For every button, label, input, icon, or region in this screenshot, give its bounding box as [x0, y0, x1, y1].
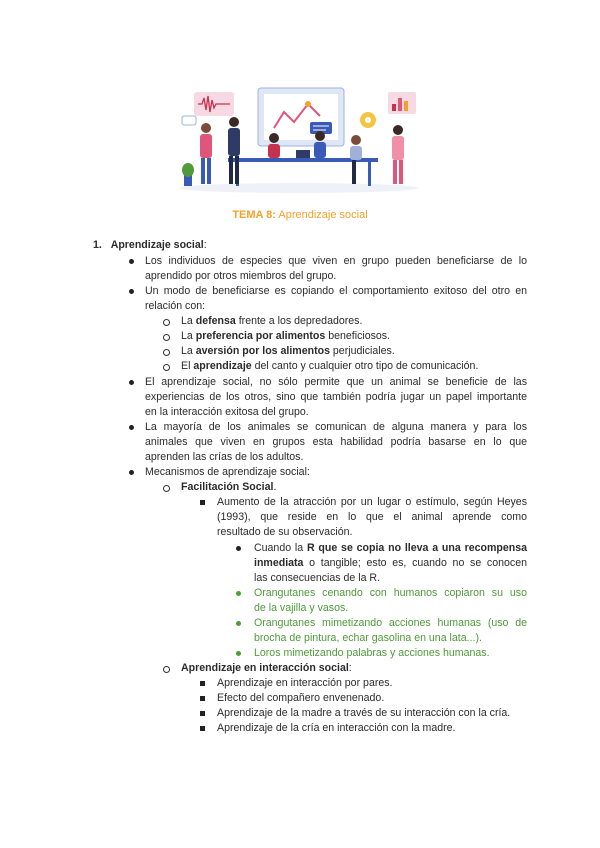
- square-bullet: [200, 500, 205, 505]
- section-heading: [93, 238, 207, 253]
- interaccion-item-1: Aprendizaje en interacción por pares.: [217, 677, 393, 689]
- interaccion-item-3: Aprendizaje de la madre a través de su interacción con la cría.: [217, 707, 511, 719]
- title-label: TEMA 8:: [232, 209, 276, 221]
- square-bullet: [200, 681, 205, 686]
- sub-bullet-circle: [163, 666, 170, 673]
- section-colon: :: [203, 239, 207, 251]
- facilitacion-desc-line-2: (1993), que reside en lo que el animal aprende como: [217, 511, 527, 523]
- bullet-dot: [129, 470, 134, 475]
- section-number: 1.: [93, 239, 102, 251]
- interaccion-heading: Aprendizaje en interacción social:: [181, 662, 352, 674]
- square-bullet: [200, 696, 205, 701]
- bullet-3-line-3: en la interacción exitosa del grupo.: [145, 406, 309, 418]
- example-1-line-2: de la vajilla y vasos.: [254, 602, 349, 614]
- sub-item-defensa: La defensa frente a los depredadores.: [181, 315, 363, 327]
- bullet-3-line-1: El aprendizaje social, no sólo permite que un animal se beneficie de las: [145, 376, 527, 388]
- facilitacion-heading: Facilitación Social.: [181, 481, 277, 493]
- bullet-2-line-2: relación con:: [145, 300, 206, 312]
- bullet-3-line-2: experiencias de los otros, sino que también podría jugar un papel importante: [145, 391, 527, 403]
- cuando-line-2: inmediata o tangible; esto es, cuando no se conocen: [254, 557, 527, 569]
- interaccion-item-4: Aprendizaje de la cría en interacción con la madre.: [217, 722, 456, 734]
- sub-bullet-circle: [163, 349, 170, 356]
- cuando-line-1: Cuando la R que se copia no lleva a una recompensa: [254, 542, 527, 554]
- team-meeting-illustration: [178, 82, 420, 194]
- interaccion-item-2: Efecto del compañero envenenado.: [217, 692, 385, 704]
- example-1-line-1: Orangutanes cenando con humanos copiaron su uso: [254, 587, 527, 599]
- page-title: [0, 209, 600, 221]
- green-bullet-dot: [236, 591, 241, 596]
- bullet-dot: [129, 259, 134, 264]
- facilitacion-desc-line-1: Aumento de la atracción por un lugar o estímulo, según Heyes: [217, 496, 527, 508]
- example-2-line-1: Orangutanes mimetizando acciones humanas (uso de: [254, 617, 527, 629]
- example-2-line-2: brocha de pintura, echar gasolina en una lata...).: [254, 632, 482, 644]
- section-heading-text: Aprendizaje social: [110, 239, 204, 251]
- green-bullet-dot: [236, 621, 241, 626]
- bullet-4-line-3: aprenden las crías de los adultos.: [145, 451, 304, 463]
- square-bullet: [200, 726, 205, 731]
- sub-item-aprendizaje: El aprendizaje del canto y cualquier otro tipo de comunicación.: [181, 360, 479, 372]
- green-bullet-dot: [236, 651, 241, 656]
- cuando-line-3: las consecuencias de la R.: [254, 572, 381, 584]
- sub-item-preferencia: La preferencia por alimentos beneficiosos.: [181, 330, 391, 342]
- bullet-4-line-2: animales que viven en grupos esta habilidad podría basarse en lo que: [145, 436, 527, 448]
- example-3: Loros mimetizando palabras y acciones humanas.: [254, 647, 490, 659]
- bullet-dot: [236, 546, 241, 551]
- facilitacion-desc-line-3: resultado de su observación.: [217, 526, 353, 538]
- bullet-1-line-2: aprendido por otros miembros del grupo.: [145, 270, 337, 282]
- bullet-dot: [129, 380, 134, 385]
- bullet-2-line-1: Un modo de beneficiarse es copiando el comportamiento exitoso del otro en: [145, 285, 527, 297]
- bullet-dot: [129, 425, 134, 430]
- sub-item-aversion: La aversión por los alimentos perjudiciales.: [181, 345, 395, 357]
- bullet-4-line-1: La mayoría de los animales se comunican de alguna manera y para los: [145, 421, 527, 433]
- bullet-5-line-1: Mecanismos de aprendizaje social:: [145, 466, 310, 478]
- bullet-dot: [129, 289, 134, 294]
- square-bullet: [200, 711, 205, 716]
- sub-bullet-circle: [163, 334, 170, 341]
- title-text: Aprendizaje social: [278, 209, 368, 221]
- bullet-1-line-1: Los individuos de especies que viven en grupo pueden beneficiarse de lo: [145, 255, 527, 267]
- sub-bullet-circle: [163, 364, 170, 371]
- sub-bullet-circle: [163, 319, 170, 326]
- sub-bullet-circle: [163, 485, 170, 492]
